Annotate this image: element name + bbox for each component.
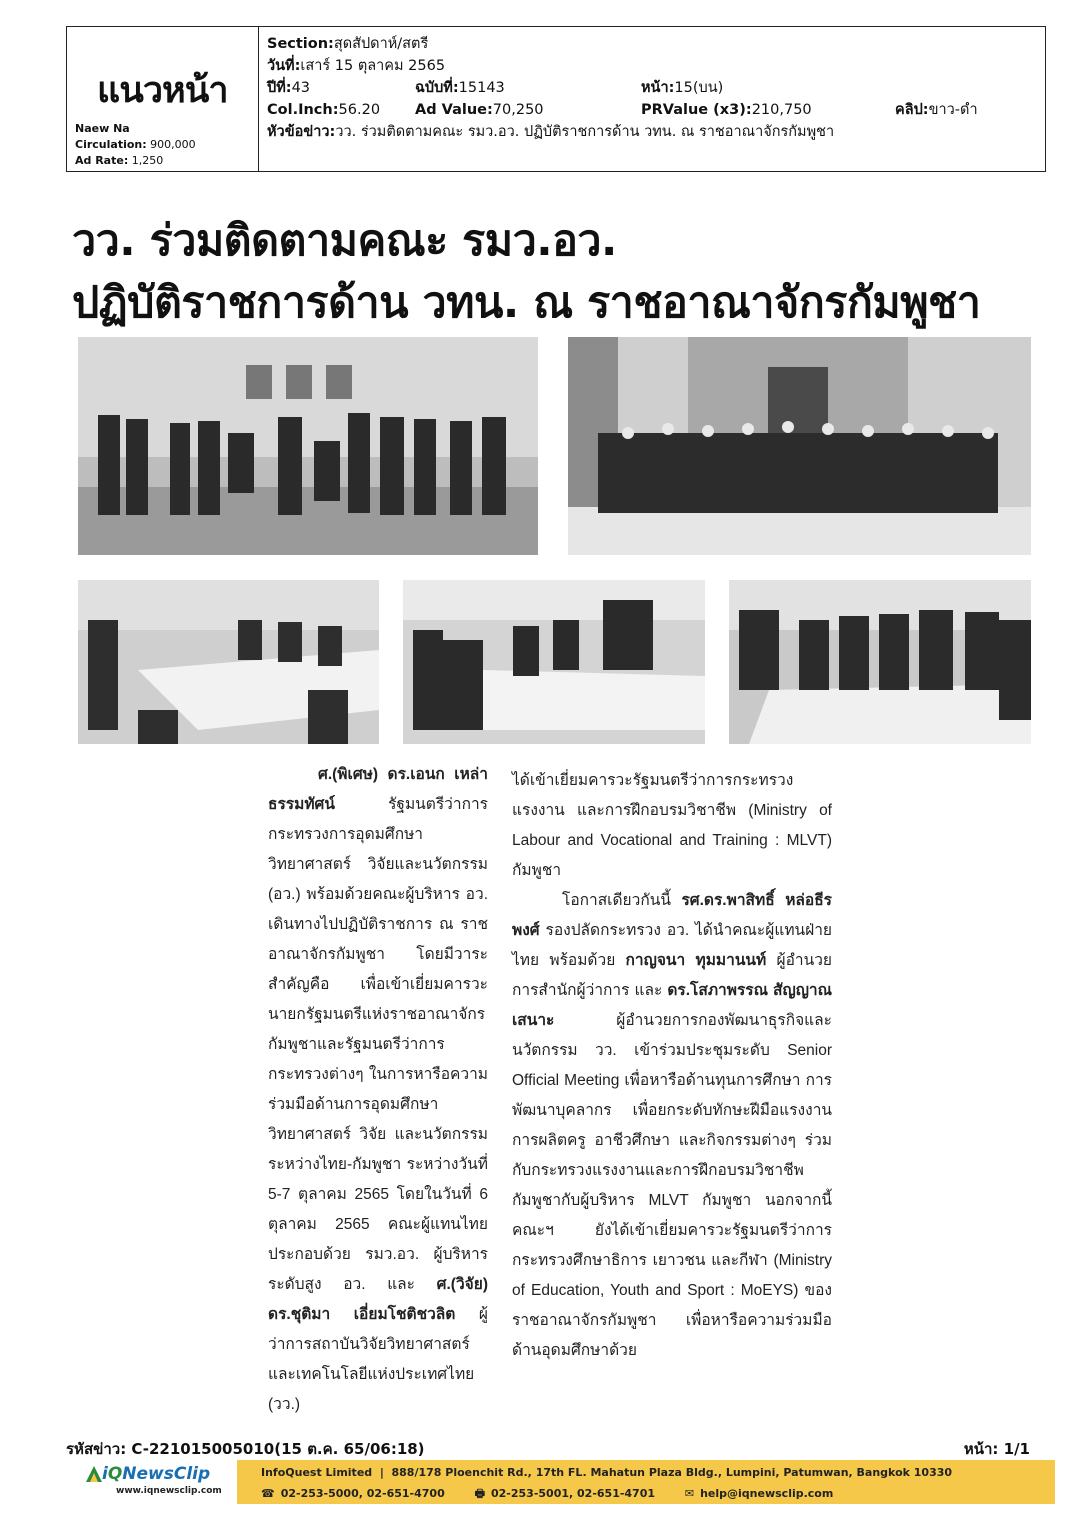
article-headline [72,210,1042,334]
date-value: เสาร์ 15 ตุลาคม 2565 [300,58,446,74]
photo-meeting-3 [729,580,1031,744]
issue-value: 15143 [458,80,505,96]
section-value: สุดสัปดาห์/สตรี [333,36,429,52]
office-director-name: กาญจนา ทุมมานนท์ [625,952,767,969]
email-address: help@iqnewsclip.com [700,1487,834,1500]
ad-value: 70,250 [492,102,544,118]
prvalue-value: 210,750 [751,102,812,118]
photo-meeting-2 [403,580,705,744]
circulation-value: 900,000 [150,138,196,151]
iqnewsclip-logo: iQNewsClip www.iqnewsclip.com [80,1462,230,1502]
page-value: 15(บน) [674,80,724,96]
fax-icon: 🖶 [474,1487,485,1500]
company-address: 888/178 Ploenchit Rd., 17th FL. Mahatun Plaza Bldg., Lumpini, Patumwan, Bangkok 10330 [391,1466,953,1479]
deputy-secretary-name: รศ.ดร.พาสิทธิ์ หล่อธีรพงศ์ [512,892,832,939]
publication-meta: Naew Na Circulation: 900,000 Ad Rate: 1,250 [75,122,196,167]
headline-line-1: วว. ร่วมติดตามคณะ รมว.อว. [72,216,617,266]
clip-header [66,26,1046,172]
minister-name: ศ.(พิเศษ) ดร.เอนก เหล่าธรรมทัศน์ [268,766,488,813]
headline-line-2: ปฏิบัติราชการด้าน วทน. ณ ราชอาณาจักรกัมพูชา [72,278,981,328]
publication-logo: แนวหน้า [97,70,228,111]
photo-group-portrait [78,337,538,555]
company-name: InfoQuest Limited [261,1466,373,1479]
fax-numbers: 02-253-5001, 02-651-4701 [490,1487,656,1500]
photo-meeting-1 [78,580,379,744]
newsclip-mark-icon [84,1464,104,1484]
ad-rate-value: 1,250 [131,154,164,167]
page-number: หน้า: 1/1 [963,1440,1030,1458]
column-2-paragraph-1: ได้เข้าเยี่ยมคารวะรัฐมนตรีว่าการกระทรวงแรงงาน และการฝึกอบรมวิชาชีพ (Ministry of Labour and Vocational and Training : MLVT) กัมพูชา [512,772,832,879]
article-column-2: ได้เข้าเยี่ยมคารวะรัฐมนตรีว่าการกระทรวงแรงงาน และการฝึกอบรมวิชาชีพ (Ministry of Labour and Vocational and Training : MLVT) กัมพูชา โอกาสเดียวกันนี้ รศ.ดร.พาสิทธิ์ หล่อธีรพงศ์ รองปลัดกระทรวง อว. ได้นำคณะผู้แทนฝ่ายไทย พร้อมด้วย กาญจนา ทุมมานนท์ ผู้อำนวยการสำนักผู้ว่าการ และ ดร.โสภาพรรณ สัญญาณเสนาะ ผู้อำนวยการกองพัฒนาธุรกิจและนวัตกรรม วว. เข้าร่วมประชุมระดับ Senior Official Meeting เพื่อหารือด้านทุนการศึกษา การพัฒนาบุคลากร เพื่อยกระดับทักษะฝีมือแรงงาน การผลิตครู อาชีวศึกษา และกิจกรรมต่างๆ ร่วมกับกระทรวงแรงงานและการฝึกอบรมวิชาชีพกัมพูชากับผู้บริหาร MLVT กัมพูชา นอกจากนี้คณะฯ ยังได้เข้าเยี่ยมคารวะรัฐมนตรีว่าการกระทรวงศึกษาธิการ เยาวชน และกีฬา (Ministry of Education, Youth and Sport : MoEYS) ของราชอาณาจักรกัมพูชา เพื่อหารือความร่วมมือด้านอุดมศึกษาด้วย [512,766,832,1366]
publication-name: Naew Na [75,122,130,135]
footer-contact-bar: InfoQuest Limited | 888/178 Ploenchit Rd., 17th FL. Mahatun Plaza Bldg., Lumpini, Patumwan, Bangkok 10330 ☎ 02-253-5000, 02-651-4700 🖶 02-253-5001, 02-651-4701 ✉ help@iqnewsclip.com [237,1460,1055,1504]
publication-block [67,27,259,171]
year-value: 43 [291,80,311,96]
topic-value: วว. ร่วมติดตามคณะ รมว.อว. ปฏิบัติราชการด้าน วทน. ณ ราชอาณาจักรกัมพูชา [335,124,835,140]
clip-id: รหัสข่าว: C-221015005010(15 ต.ค. 65/06:18) [66,1440,425,1458]
logo-url: www.iqnewsclip.com [116,1486,222,1496]
phone-numbers: 02-253-5000, 02-651-4700 [280,1487,445,1500]
colinch-value: 56.20 [338,102,381,118]
article-column-1: ศ.(พิเศษ) ดร.เอนก เหล่าธรรมทัศน์ รัฐมนตรีว่าการ กระทรวงการอุดมศึกษา วิทยาศาสตร์ วิจัยและนวัตกรรม (อว.) พร้อมด้วยคณะผู้บริหาร อว. เดินทางไปปฏิบัติราชการ ณ ราชอาณาจักรกัมพูชา โดยมีวาระสำคัญคือ เพื่อเข้าเยี่ยมคารวะนายกรัฐมนตรีแห่งราชอาณาจักรกัมพูชาและรัฐมนตรีว่าการกระทรวงต่างๆ ในการหารือความร่วมมือด้านการอุดมศึกษา วิทยาศาสตร์ วิจัย และนวัตกรรม ระหว่างไทย-กัมพูชา ระหว่างวันที่ 5-7 ตุลาคม 2565 โดยในวันที่ 6 ตุลาคม 2565 คณะผู้แทนไทยประกอบด้วย รมว.อว. ผู้บริหารระดับสูง อว. และ ศ.(วิจัย) ดร.ชุติมา เอี่ยมโชติชวลิต ผู้ว่าการสถาบันวิจัยวิทยาศาสตร์และเทคโนโลยีแห่งประเทศไทย (วว.) [268,766,488,1413]
photo-group-outdoor [568,337,1031,555]
phone-icon: ☎ [261,1487,275,1500]
division-director-name: ดร.โสภาพรรณ สัญญาณเสนาะ [512,982,833,1029]
clip-metadata: Section: สุดสัปดาห์/สตรี วันที่: เสาร์ 15 ตุลาคม 2565 ปีที่: 43 ฉบับที่: 15143 หน้า: 15(บน) Col.Inch: 56.20 Ad Value: 70,250 PRValue (x3): 210,750 คลิป: ขาว-ดำ หัวข้อข่าว: วว. ร่วมติดตามคณะ รมว.อว. ปฏิบัติราชการด้าน วทน. ณ ราชอาณาจักรกัมพูชา [267,33,1037,143]
email-icon: ✉ [684,1487,695,1500]
clip-type-value: ขาว-ดำ [928,102,978,118]
tistr-governor-name: ศ.(วิจัย) ดร.ชุติมา เอี่ยมโชติชวลิต [268,1276,488,1323]
